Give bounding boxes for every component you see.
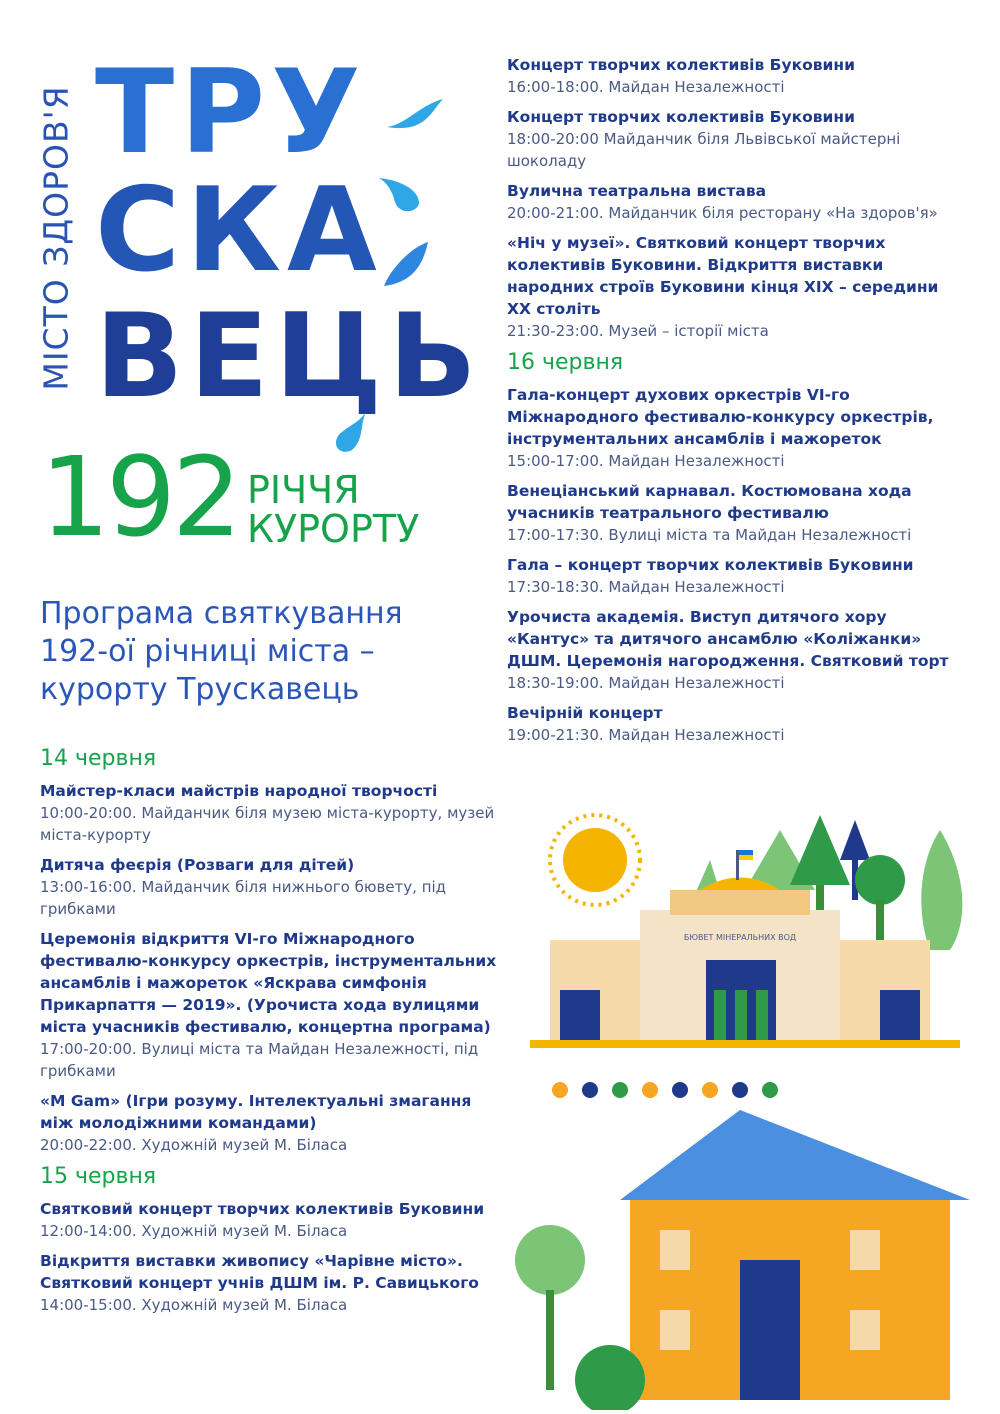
event-title: Дитяча феєрія (Розваги для дітей) — [40, 856, 355, 874]
event-time: 17:30-18:30. Майдан Незалежності — [507, 578, 785, 596]
event-title: Концерт творчих колективів Буковини — [507, 108, 855, 126]
event-title: Урочиста академія. Виступ дитячого хору «Кантус» та дитячого ансамблю «Коліжанки» ДШМ. Церемонія нагородження. Святковий торт — [507, 608, 949, 670]
city-slogan-vertical: МІСТО ЗДОРОВ'Я — [36, 85, 76, 391]
event-item — [507, 384, 967, 472]
city-name-line-2: СКА — [95, 163, 383, 298]
event-time: 10:00-20:00. Майданчик біля музею міста-курорту, музей міста-курорту — [40, 804, 495, 844]
event-time: 12:00-14:00. Художній музей М. Біласа — [40, 1222, 348, 1240]
schedule-right-column — [507, 54, 967, 754]
event-item — [40, 854, 510, 920]
program-title: Програма святкування 192-ої річниці міста – курорту Трускавець — [40, 596, 403, 707]
anniversary-number: 192 — [40, 433, 238, 561]
event-item — [40, 780, 510, 846]
event-time: 17:00-20:00. Вулиці міста та Майдан Незалежності, під грибками — [40, 1040, 479, 1080]
event-title: Святковий концерт творчих колективів Буковини — [40, 1200, 485, 1218]
event-time: 13:00-16:00. Майданчик біля нижнього бювету, під грибками — [40, 878, 447, 918]
city-name-line-3: ВЕЦЬ — [95, 289, 483, 424]
event-time: 17:00-17:30. Вулиці міста та Майдан Незалежності — [507, 526, 912, 544]
flower-row — [552, 1082, 778, 1098]
event-title: Майстер-класи майстрів народної творчості — [40, 782, 438, 800]
building-sign-text: БЮВЕТ МІНЕРАЛЬНИХ ВОД — [683, 933, 797, 942]
event-item — [507, 480, 967, 546]
event-title: Церемонія відкриття VI-го Міжнародного фестивалю-конкурсу оркестрів, інструментальних ансамблів і мажореток «Яскрава симфонія Прикарпаття — 2019». (Урочиста хода вулицями міста учасників фестивалю, концертна програма) — [40, 930, 497, 1036]
event-time: 15:00-17:00. Майдан Незалежності — [507, 452, 785, 470]
event-item — [507, 54, 967, 98]
event-time: 14:00-15:00. Художній музей М. Біласа — [40, 1296, 348, 1314]
tree-icon — [855, 855, 905, 940]
event-time: 16:00-18:00. Майдан Незалежності — [507, 78, 785, 96]
schedule-left-column — [40, 740, 510, 1324]
event-title: Концерт творчих колективів Буковини — [507, 56, 855, 74]
day-heading: 14 червня — [40, 746, 157, 771]
event-item — [40, 1090, 510, 1156]
resort-illustration — [510, 790, 980, 1410]
event-time: 18:00-20:00 Майданчик біля Львівської майстерні шоколаду — [507, 130, 901, 170]
event-item — [40, 1198, 510, 1242]
anniversary-label-resort: КУРОРТУ — [247, 507, 420, 551]
event-title: «M Gam» (Ігри розуму. Інтелектуальні змагання між молодіжними командами) — [40, 1092, 472, 1132]
water-drop-icon — [375, 170, 425, 215]
event-item — [40, 928, 510, 1082]
sun-icon — [550, 815, 640, 905]
villa-building — [620, 1110, 970, 1400]
event-time: 20:00-21:00. Майданчик біля ресторану «На здоров'я» — [507, 204, 938, 222]
event-item — [507, 180, 967, 224]
water-drop-icon — [330, 410, 370, 455]
event-time: 20:00-22:00. Художній музей М. Біласа — [40, 1136, 348, 1154]
event-title: Венеціанський карнавал. Костюмована хода учасників театрального фестивалю — [507, 482, 912, 522]
event-title: Відкриття виставки живопису «Чарівне місто». Святковий концерт учнів ДШМ ім. Р. Савицького — [40, 1252, 479, 1292]
water-drop-icon — [380, 240, 430, 290]
event-item — [507, 702, 967, 746]
event-item — [507, 106, 967, 172]
tree-icon — [921, 830, 962, 950]
day-heading: 15 червня — [40, 1164, 157, 1189]
event-title: «Ніч у музеї». Святковий концерт творчих колективів Буковини. Відкриття виставки народних строїв Буковини кінця XIX – середини XX століть — [507, 234, 939, 318]
tree-icon — [515, 1225, 585, 1390]
event-item — [507, 606, 967, 694]
event-title: Гала-концерт духових оркестрів VI-го Міжнародного фестивалю-конкурсу оркестрів, інструментальних ансамблів і мажореток — [507, 386, 934, 448]
anniversary-label-years: РІЧЧЯ — [247, 468, 360, 512]
event-time: 19:00-21:30. Майдан Незалежності — [507, 726, 785, 744]
event-item — [507, 554, 967, 598]
event-title: Вулична театральна вистава — [507, 182, 767, 200]
day-heading: 16 червня — [507, 350, 624, 375]
event-title: Вечірній концерт — [507, 704, 663, 722]
water-drop-icon — [385, 95, 445, 135]
event-time: 21:30-23:00. Музей – історії міста — [507, 322, 769, 340]
event-item — [507, 232, 967, 342]
event-item — [40, 1250, 510, 1316]
event-title: Гала – концерт творчих колективів Буковини — [507, 556, 914, 574]
event-time: 18:30-19:00. Майдан Незалежності — [507, 674, 785, 692]
city-name-line-1: ТРУ — [95, 45, 367, 180]
